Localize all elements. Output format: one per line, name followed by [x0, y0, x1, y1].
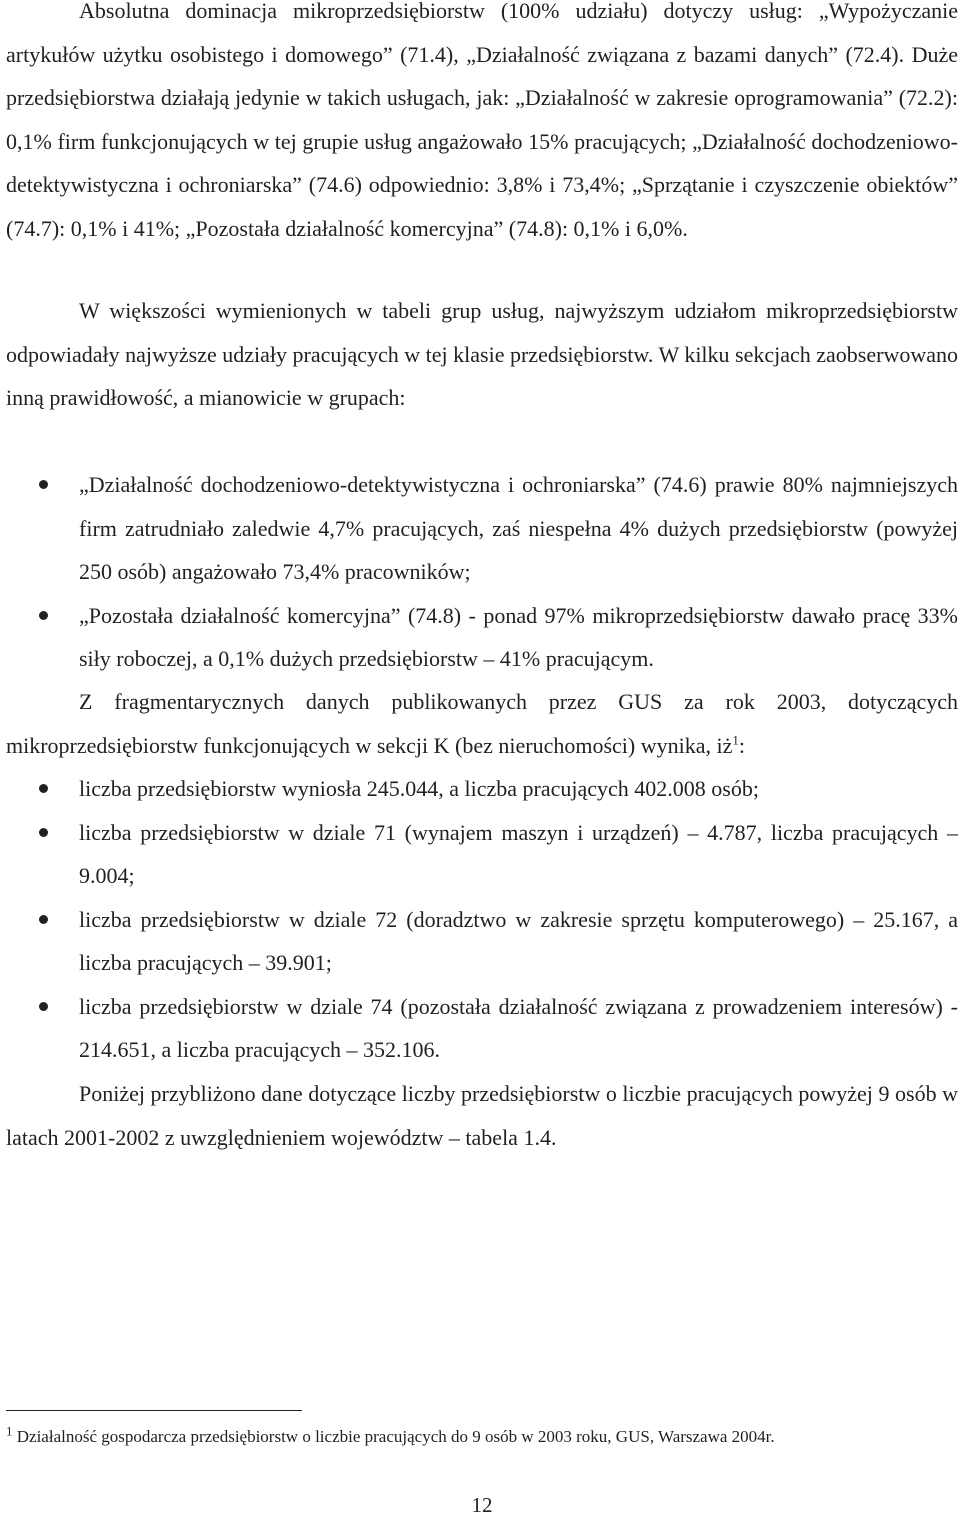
footnote-divider — [6, 1410, 302, 1411]
footnote — [6, 1424, 958, 1450]
footnote-reference: 1 — [732, 732, 739, 748]
list-item — [6, 594, 958, 681]
list-item-text: „Pozostała działalność komercyjna” (74.8) - ponad 97% mikroprzedsiębiorstw dawało pracę 33% siły roboczej, a 0,1% dużych przedsiębiorstw – 41% pracującym. — [79, 602, 958, 671]
paragraph-majority: W większości wymienionych w tabeli grup usług, najwyższym udziałom mikroprzedsiębiorstw odpowiadały najwyższe udziały pracujących w tej klasie przedsiębiorstw. W kilku sekcjach zaobserwowano inną prawidłowość, a mianowicie w grupach: — [6, 298, 958, 410]
paragraph-table-intro: Poniżej przybliżono dane dotyczące liczby przedsiębiorstw o liczbie pracujących powyżej 9 osób w latach 2001-2002 z uwzględnieniem województw – tabela 1.4. — [6, 1081, 958, 1150]
list-item — [6, 985, 958, 1072]
footnote-text: Działalność gospodarcza przedsiębiorstw o liczbie pracujących do 9 osób w 2003 roku, GUS, Warszawa 2004r. — [12, 1427, 775, 1446]
paragraph-gus-data — [6, 680, 958, 767]
list-item-text: liczba przedsiębiorstw w dziale 71 (wynajem maszyn i urządzeń) – 4.787, liczba pracujących – 9.004; — [79, 819, 958, 888]
bullet-icon — [39, 480, 48, 489]
footnote-marker: 1 — [6, 1423, 13, 1439]
list-item-text: liczba przedsiębiorstw w dziale 72 (doradztwo w zakresie sprzętu komputerowego) – 25.167, a liczba pracujących – 39.901; — [79, 906, 958, 975]
bullet-icon — [39, 1002, 48, 1011]
paragraph-text: Z fragmentarycznych danych publikowanych przez GUS za rok 2003, dotyczących mikroprzedsiębiorstw funkcjonujących w sekcji K (bez nieruchomości) wynika, iż — [6, 689, 958, 758]
list-item — [6, 463, 958, 594]
bullet-icon — [39, 828, 48, 837]
bullet-icon — [39, 611, 48, 620]
list-item — [6, 898, 958, 985]
list-item — [6, 767, 958, 811]
bullet-icon — [39, 784, 48, 793]
list-item-text: liczba przedsiębiorstw w dziale 74 (pozostała działalność związana z prowadzeniem interesów) - 214.651, a liczba pracujących – 352.106. — [79, 993, 958, 1062]
page-number: 12 — [471, 1493, 493, 1517]
list-item-text: „Działalność dochodzeniowo-detektywistyczna i ochroniarska” (74.6) prawie 80% najmniejszych firm zatrudniało zaledwie 4,7% pracujących, zaś niespełna 4% dużych przedsiębiorstw (powyżej 250 osób) angażowało 73,4% pracowników; — [79, 472, 958, 584]
paragraph-dominance: Absolutna dominacja mikroprzedsiębiorstw (100% udziału) dotyczy usług: „Wypożyczanie artykułów użytku osobistego i domowego” (71.4), „Działalność związana z bazami danych” (72.4). Duże przedsiębiorstwa działają jedynie w takich usługach, jak: „Działalność w zakresie oprogramowania” (72.2): 0,1% firm funkcjonujących w tej grupie usług angażowało 15% pracujących; „Działalność dochodzeniowo-detektywistyczna i ochroniarska” (74.6) odpowiednio: 3,8% i 73,4%; „Sprzątanie i czyszczenie obiektów” (74.7): 0,1% i 41%; „Pozostała działalność komercyjna” (74.8): 0,1% i 6,0%. — [6, 0, 958, 241]
paragraph-colon: : — [738, 732, 746, 758]
bullet-list-statistics — [6, 767, 958, 1072]
list-item — [6, 811, 958, 898]
list-item-text: liczba przedsiębiorstw wyniosła 245.044, a liczba pracujących 402.008 osób; — [79, 776, 759, 801]
bullet-list-groups — [6, 463, 958, 681]
bullet-icon — [39, 915, 48, 924]
